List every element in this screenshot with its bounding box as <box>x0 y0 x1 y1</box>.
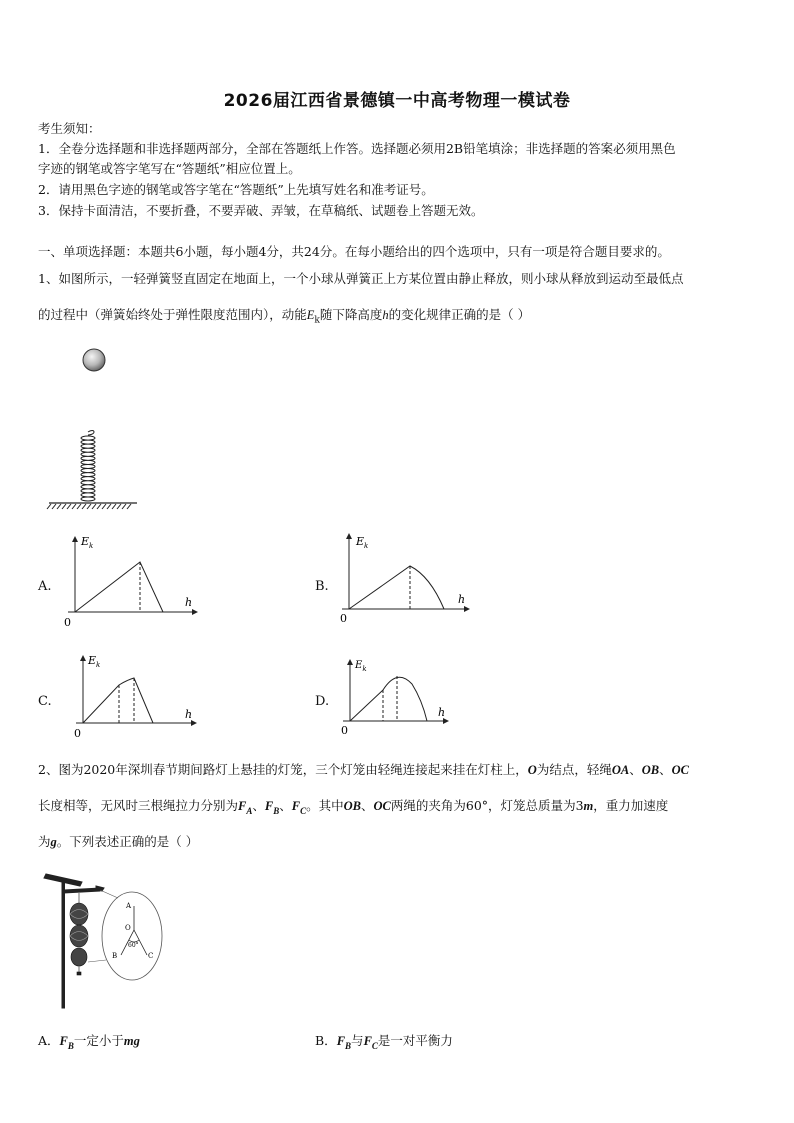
section-heading: 一、单项选择题：本题共6小题，每小题4分，共24分。在每小题给出的四个选项中，只有一项是符合题目要求的。 <box>38 244 670 259</box>
q2-option-b[interactable] <box>315 1031 453 1052</box>
notice-item-2: 2．请用黑色字迹的钢笔或答字笔在“答题纸”上先填写姓名和准考证号。 <box>38 182 434 197</box>
diagram-label-o: O <box>125 924 131 932</box>
graph-a-origin: 0 <box>64 616 71 629</box>
graph-d-origin: 0 <box>341 724 348 737</box>
q1-ek-sub: k <box>314 315 320 326</box>
exam-title: 2026届江西省景德镇一中高考物理一模试卷 <box>223 91 571 111</box>
q1-h: h <box>382 308 389 322</box>
graph-c-x-label: h <box>185 708 193 721</box>
q2-option-a-sub: B <box>67 1040 74 1051</box>
q2-fb-f: F <box>264 799 274 813</box>
q2-fc-f: F <box>291 799 301 813</box>
q2-text-3b: 。下列表述正确的是（ ） <box>56 834 199 849</box>
q2-fc-sub: C <box>300 805 307 816</box>
graph-a-y-label: $E_k$ <box>81 535 94 550</box>
q2-text-2a: 长度相等，无风时三根绳拉力分别为 <box>38 798 239 813</box>
q2-oa: OA <box>611 763 630 777</box>
notice-item-3: 3．保持卡面清洁，不要折叠，不要弄破、弄皱，在草稿纸、试题卷上答题无效。 <box>38 203 484 218</box>
graph-d-x-label: h <box>438 706 446 719</box>
graph-d-y-label: $E_k$ <box>355 660 367 673</box>
q1-option-d-label[interactable]: D. <box>315 694 330 709</box>
graph-c-origin: 0 <box>74 727 81 740</box>
q2-sep-2: 、 <box>659 762 672 777</box>
q1-option-a-label[interactable]: A. <box>38 579 52 594</box>
q1-text-c: 的变化规律正确的是（ ） <box>388 307 531 322</box>
diagram-label-a: A <box>126 902 132 910</box>
q2-fa-sub: A <box>246 805 253 816</box>
q2-option-b-fb: F <box>336 1034 346 1048</box>
q1-ek: E <box>306 308 315 322</box>
q2-option-b-fc-sub: C <box>371 1040 378 1051</box>
graph-b-y-label: $E_k$ <box>356 535 369 550</box>
graph-a-x-label: h <box>185 596 193 609</box>
q2-g: g <box>50 835 57 849</box>
q2-o: O <box>527 763 537 777</box>
notice-item-1-cont: 字迹的钢笔或答字笔写在“答题纸”相应位置上。 <box>38 161 301 176</box>
q1-stem-line1: 1、如图所示，一轻弹簧竖直固定在地面上，一个小球从弹簧正上方某位置由静止释放，则小球从释放到运动至最低点 <box>38 271 684 286</box>
q2-text-1b: 为结点，轻绳 <box>536 762 612 777</box>
q2-oc: OC <box>671 763 689 777</box>
q2-m: m <box>583 799 594 813</box>
q2-option-b-fb-sub: B <box>345 1040 352 1051</box>
q1-option-b-label[interactable]: B. <box>315 579 329 594</box>
q2-option-b-with: 与 <box>351 1033 364 1048</box>
q1-text-b: 随下降高度 <box>319 307 383 322</box>
q1-option-c-label[interactable]: C. <box>38 694 52 709</box>
q2-ob-2: OB <box>343 799 362 813</box>
q2-option-a-label: A． <box>38 1033 60 1048</box>
q1-text-a: 的过程中（弹簧始终处于弹性限度范围内），动能 <box>38 307 307 322</box>
q2-option-a-mg: mg <box>123 1034 140 1048</box>
q2-ob: OB <box>641 763 660 777</box>
graph-b-origin: 0 <box>340 612 347 625</box>
q2-option-b-label: B． <box>315 1033 337 1048</box>
graph-b-x-label: h <box>458 593 466 606</box>
q2-text-3a: 为 <box>38 834 51 849</box>
q2-option-b-fc: F <box>363 1034 372 1048</box>
q2-text-2b: 。其中 <box>306 798 344 813</box>
q2-option-b-text: 是一对平衡力 <box>377 1033 453 1048</box>
diagram-label-b: B <box>112 952 118 960</box>
q2-fa-f: F <box>238 799 247 813</box>
q2-option-a-text: 一定小于 <box>73 1033 124 1048</box>
diagram-label-c: C <box>148 952 154 960</box>
detail-circle <box>102 892 162 980</box>
notice-heading: 考生须知： <box>38 121 101 136</box>
lanterns <box>70 893 88 975</box>
q2-text-2d: ，重力加速度 <box>593 798 669 813</box>
q2-oc-2: OC <box>373 799 391 813</box>
q2-fb-sub: B <box>273 805 280 816</box>
notice-item-1: 1．全卷分选择题和非选择题两部分，全部在答题纸上作答。选择题必须用2B铅笔填涂；非选择题的答案必须用黑色 <box>38 141 676 156</box>
q2-text-2c: 两绳的夹角为60°，灯笼总质量为3 <box>390 798 584 813</box>
graph-c-y-label: $E_k$ <box>88 654 101 669</box>
q2-sep-1: 、 <box>629 762 642 777</box>
q2-text-1a: 2、图为2020年深圳春节期间路灯上悬挂的灯笼，三个灯笼由轻绳连接起来挂在灯柱上， <box>38 762 528 777</box>
diagram-label-angle: 60° <box>128 942 139 949</box>
q2-option-a-f: F <box>59 1034 68 1048</box>
q2-stem-line2: 长度相等，无风时三根绳拉力分别为$F_A$、$F_B$、$F_C$。其中OB、OC两绳的夹角为60°，灯笼总质量为3m，重力加速度 <box>38 798 669 816</box>
q2-option-a[interactable] <box>38 1031 140 1052</box>
